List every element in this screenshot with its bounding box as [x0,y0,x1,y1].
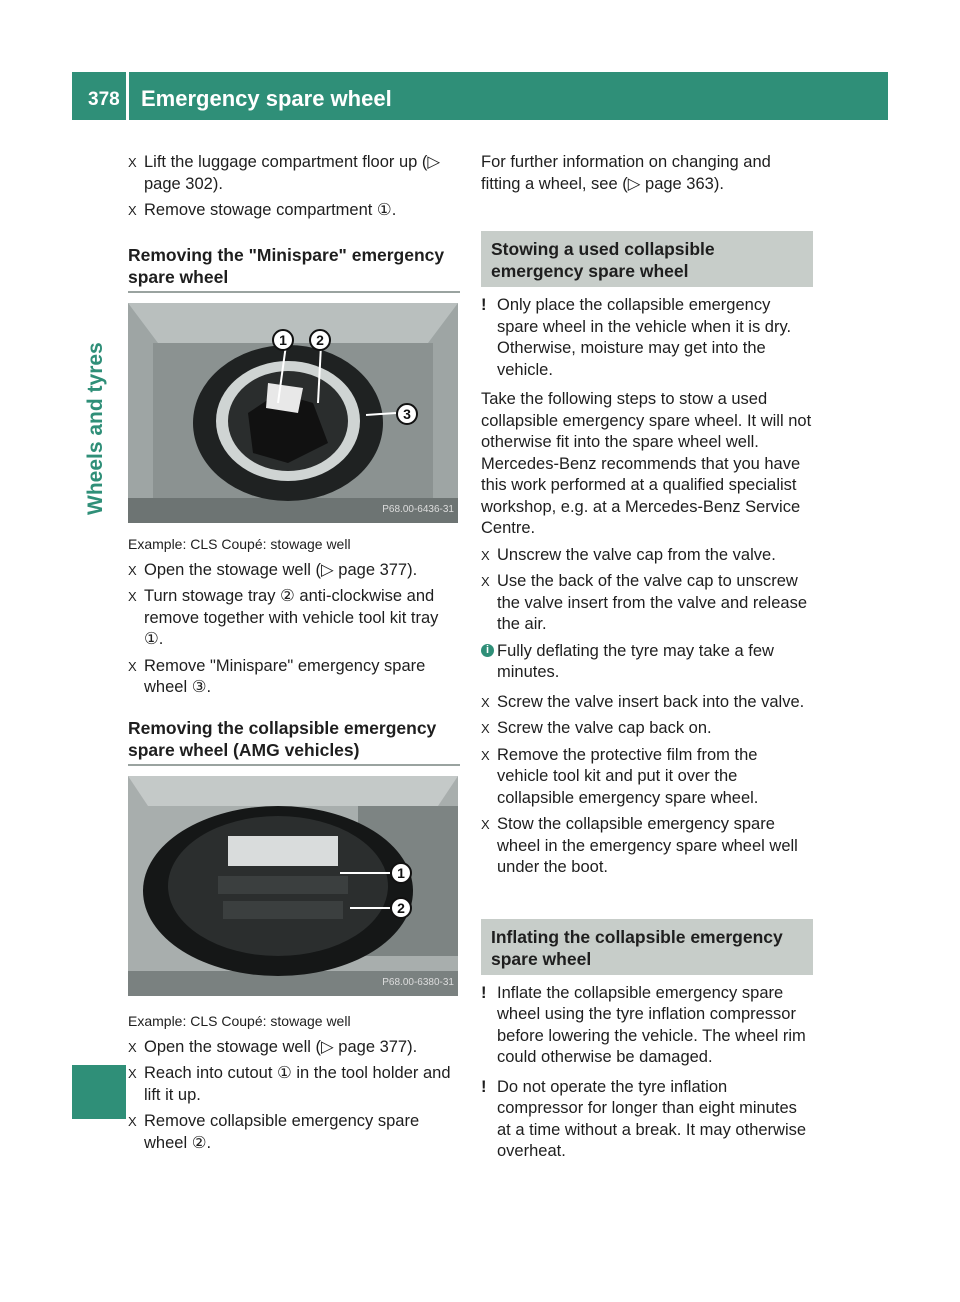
warning-note [481,983,813,1069]
step-item [481,692,813,714]
step-arrow-icon: X [128,203,137,218]
warning-note [481,1077,813,1163]
step-text: Screw the valve insert back into the valve. [497,692,805,711]
step-arrow-icon: X [128,1066,137,1081]
step-item [128,1037,460,1059]
step-arrow-icon: X [481,547,490,563]
warning-text: Only place the collapsible emergency spare wheel in the vehicle when it is dry. Otherwise, moisture may get into the vehicle. [497,296,792,379]
step-text: Lift the luggage compartment floor up (▷ page 302). [144,153,441,193]
step-item [128,152,460,195]
step-item [128,560,460,582]
collapsible-wheel-illustration [128,776,458,996]
warning-note [481,295,813,381]
warning-icon: ! [481,296,487,314]
step-arrow-icon: X [481,574,490,589]
step-text: Remove the protective film from the vehicle tool kit and put it over the collapsible emergency spare wheel. [497,745,759,807]
step-arrow-icon: X [128,658,137,674]
step-text: Remove collapsible emergency spare wheel ②. [144,1112,420,1152]
section-paragraph: Take the following steps to stow a used collapsible emergency spare wheel. It will not otherwise fit into the spare wheel well. Mercedes-Benz recommends that you have this work performed at a qualified specialist workshop, e.g. at a Mercedes-Benz Service Centre. [481,390,812,537]
collapsible-wheel-photo [128,776,458,996]
step-item [128,200,460,222]
section-heading: Removing the "Minispare" emergency spare wheel [128,244,460,293]
photo-caption: Example: CLS Coupé: stowage well [128,1012,351,1029]
side-tab-label: Wheels and tyres [84,342,107,515]
callout-2: 2 [309,329,331,351]
left-column [128,152,460,1159]
section-heading: Inflating the collapsible emergency spare wheel [481,919,813,975]
step-item [481,545,813,567]
photo-code: P68.00-6380-31 [382,977,454,988]
step-text: Reach into cutout ① in the tool holder and lift it up. [144,1064,451,1104]
step-item [128,656,460,699]
section-heading: Removing the collapsible emergency spare wheel (AMG vehicles) [128,717,460,766]
step-item [481,814,813,879]
step-text: Open the stowage well (▷ page 377). [144,1037,418,1056]
warning-text: Do not operate the tyre inflation compressor for longer than eight minutes at a time without a break. It may otherwise overheat. [497,1077,807,1160]
step-arrow-icon: X [481,694,490,710]
step-item [128,586,460,651]
callout-2: 2 [390,897,412,919]
warning-icon: ! [481,983,487,1002]
step-text: Unscrew the valve cap from the valve. [497,545,776,564]
info-text: Fully deflating the tyre may take a few minutes. [497,641,774,681]
info-icon: i [481,644,494,657]
callout-3: 3 [396,403,418,425]
step-arrow-icon: X [481,747,490,763]
step-arrow-icon: X [128,589,137,604]
spare-wheel-photo [128,303,458,523]
step-item [128,1111,460,1154]
warning-icon: ! [481,1077,487,1096]
step-text: Remove "Minispare" emergency spare wheel ③. [144,656,426,696]
callout-1: 1 [272,329,294,351]
step-text: Turn stowage tray ② anti-clockwise and remove together with vehicle tool kit tray ①. [144,587,439,648]
step-text: Screw the valve cap back on. [497,719,712,737]
step-text: Use the back of the valve cap to unscrew the valve insert from the valve and release the air. [497,572,807,633]
step-arrow-icon: X [128,155,137,170]
step-item [128,1063,460,1106]
right-column [481,152,813,1171]
step-item [481,745,813,810]
warning-text: Inflate the collapsible emergency spare wheel using the tyre inflation compressor before lowering the vehicle. The wheel rim could otherwise be damaged. [497,983,806,1066]
intro-paragraph: For further information on changing and fitting a wheel, see (▷ page 363). [481,153,771,193]
step-item [481,571,813,636]
info-note [481,641,813,684]
step-item [481,718,813,740]
step-arrow-icon: X [128,562,137,578]
photo-caption: Example: CLS Coupé: stowage well [128,535,351,552]
step-arrow-icon: X [481,721,490,736]
step-text: Stow the collapsible emergency spare wheel in the emergency spare wheel well under the boot. [497,815,798,876]
page-header [72,72,888,120]
photo-code: P68.00-6436-31 [382,504,454,515]
section-heading: Stowing a used collapsible emergency spare wheel [481,231,813,287]
callout-1: 1 [390,862,412,884]
page-title: Emergency spare wheel [141,86,392,111]
step-arrow-icon: X [128,1114,137,1129]
step-text: Open the stowage well (▷ page 377). [144,560,418,579]
side-tab-marker [72,1065,126,1119]
step-arrow-icon: X [128,1039,137,1055]
step-text: Remove stowage compartment ①. [144,201,397,219]
step-arrow-icon: X [481,817,490,832]
page-number: 378 [88,89,120,110]
